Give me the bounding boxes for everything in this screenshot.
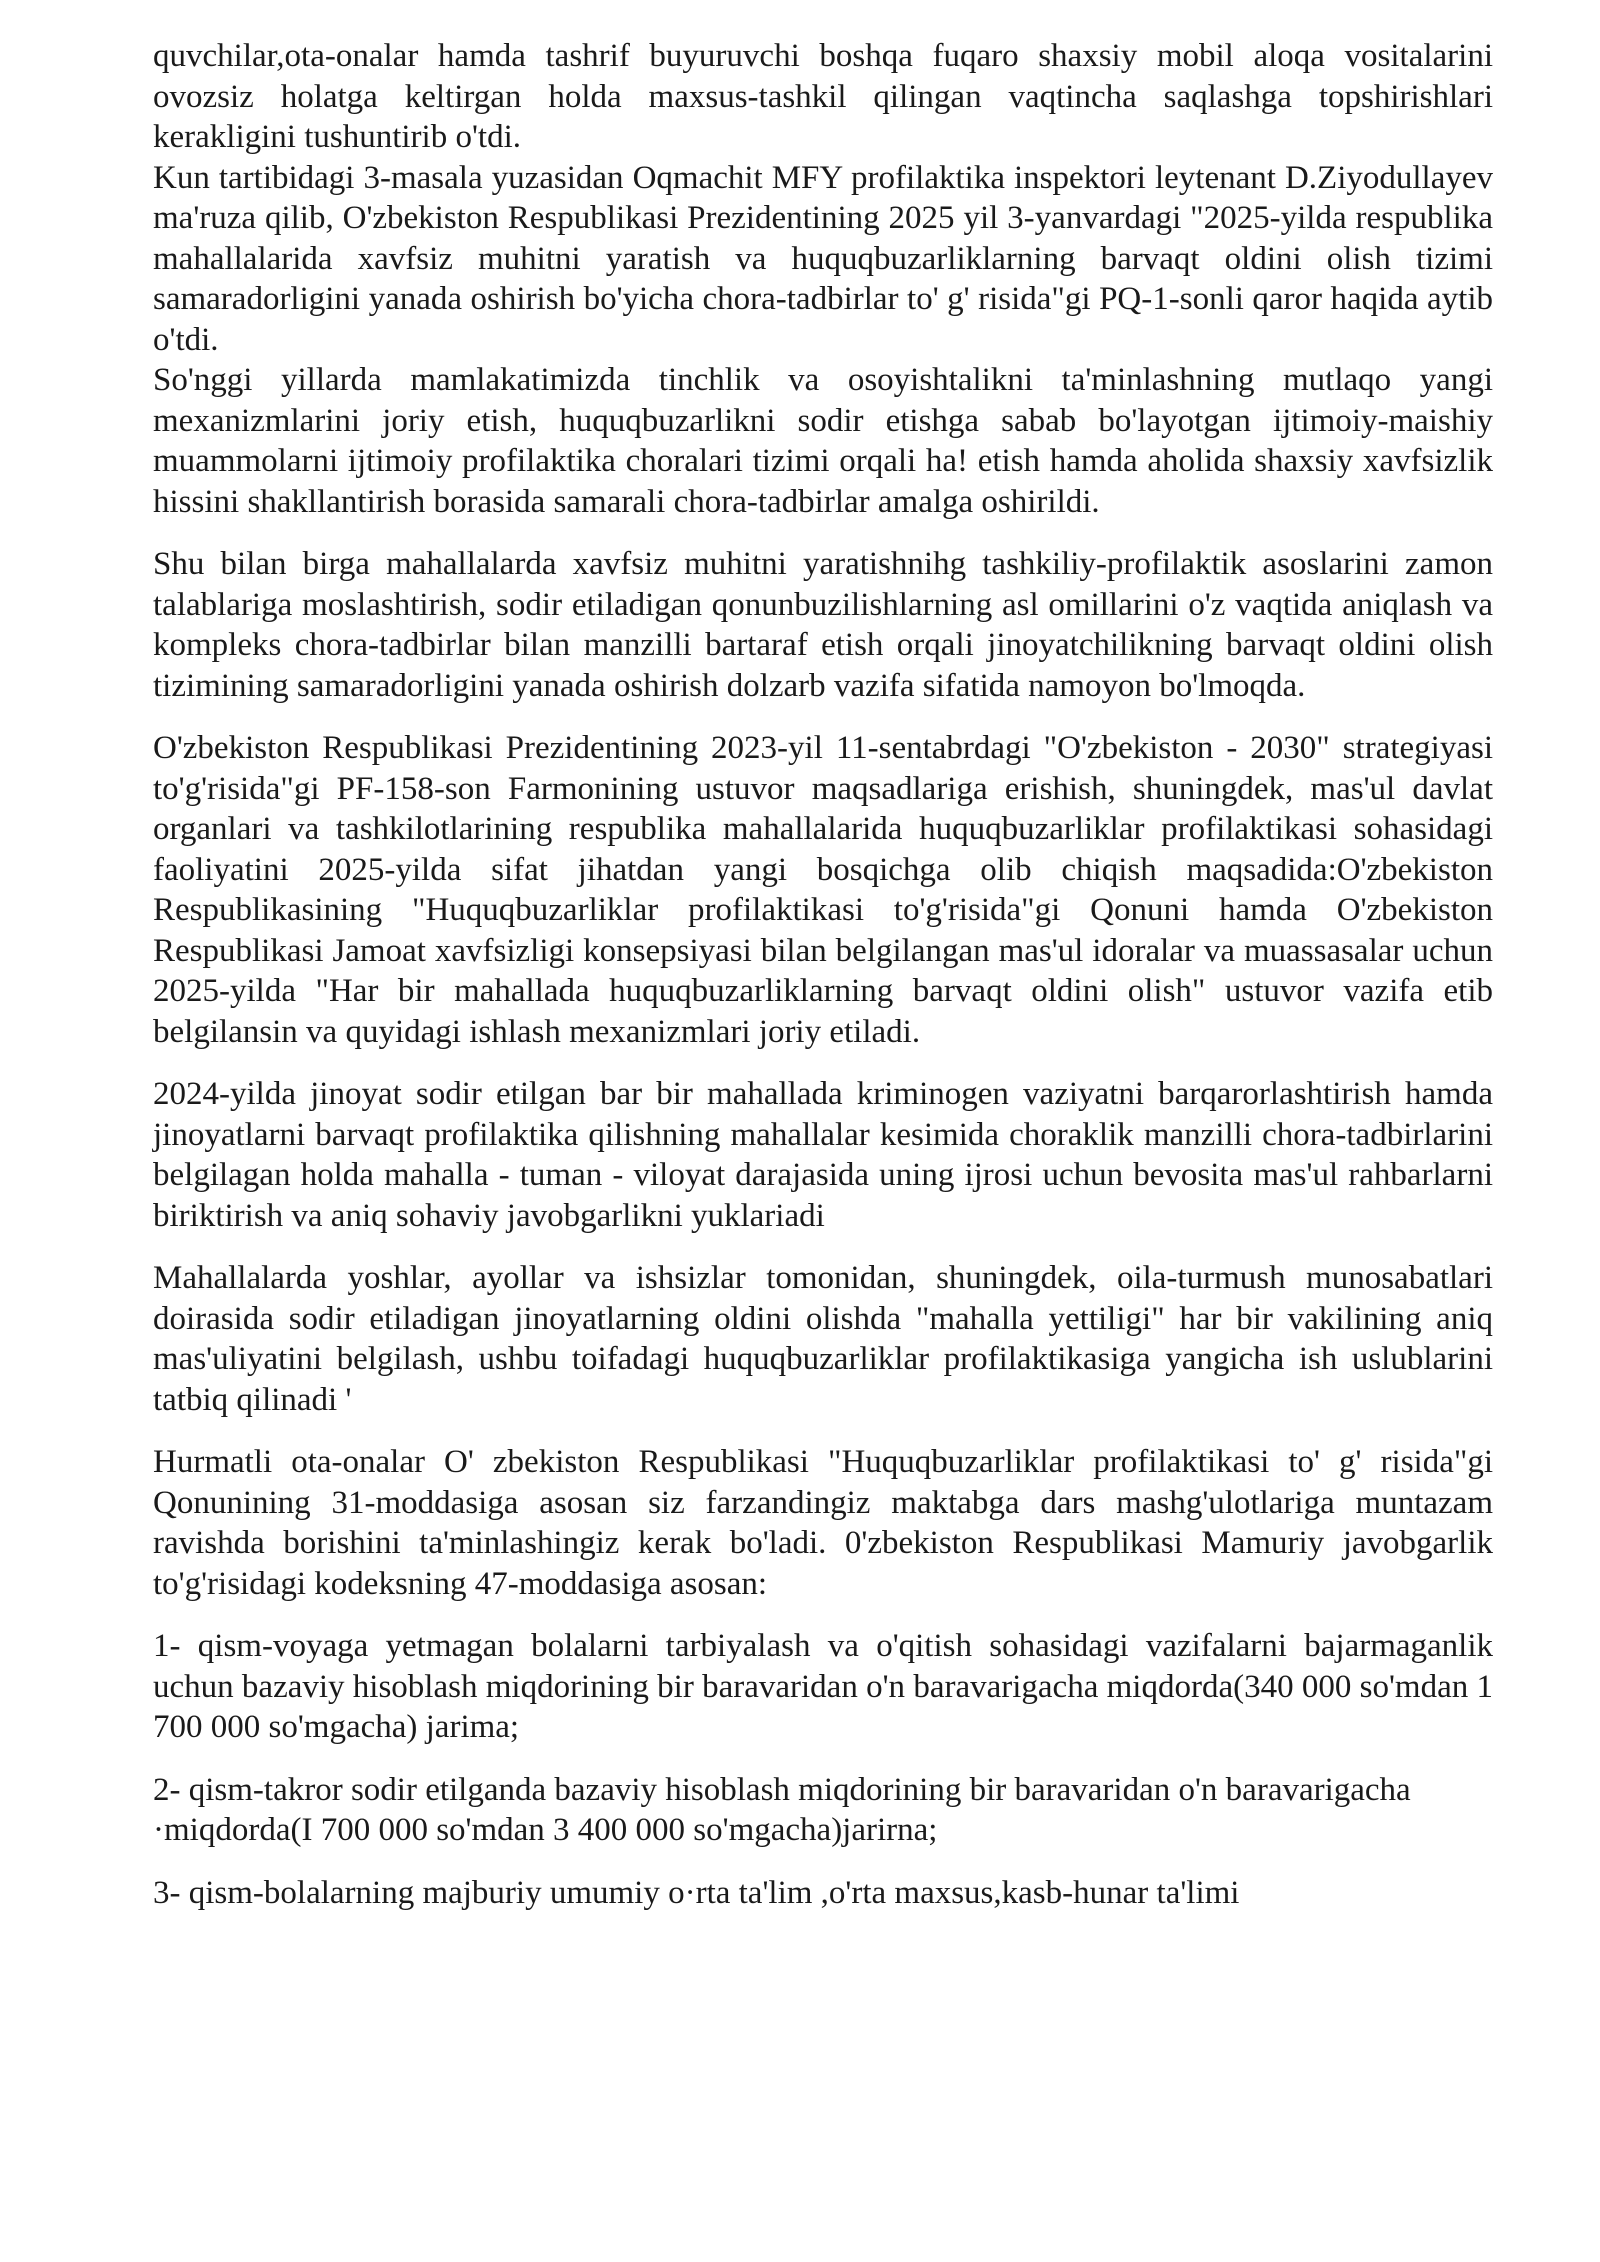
paragraph-part-3: 3- qism-bolalarning majburiy umumiy o·rta ta'lim ,o'rta maxsus,kasb-hunar ta'limi [153, 1874, 1240, 1911]
paragraph-part-1-fine: 1- qism-voyaga yetmagan bolalarni tarbiyalash va o'qitish sohasidagi vazifalarni bajarmaganlik uchun bazaviy hisoblash miqdorining bir baravaridan o'n baravarigacha miqdorda(340 000 so'mdan 1 700 000 so'mgacha) jarima; [153, 1628, 1493, 1745]
paragraph-2024-crimes: 2024-yilda jinoyat sodir etilgan bar bir mahallada kriminogen vaziyatni barqarorlashtirish hamda jinoyatlarni barvaqt profilaktika qilishning mahallalar kesimida choraklik manzilli chora-tadbirlarini belgilagan holda mahalla - tuman - viloyat darajasida uning ijrosi uchun bevosita mas'ul rahbarlarni biriktirish va aniq sohaviy javobgarlikni yuklariadi [153, 1076, 1493, 1234]
paragraph-recent-years: So'nggi yillarda mamlakatimizda tinchlik va osoyishtalikni ta'minlashning mutlaqo yangi mexanizmlarini joriy etish, huquqbuzarlikni sodir etishga sabab bo'layotgan ijtimoiy-maishiy muammolarni ijtimoiy profilaktika choralari tizimi orqali ha! etish hamda aholida shaxsiy xavfsizlik hissini shakllantirish borasida samarali chora-tadbirlar amalga oshirildi. [153, 362, 1493, 520]
paragraph-safe-environment: Shu bilan birga mahallalarda xavfsiz muhitni yaratishnihg tashkiliy-profilaktik asoslarini zamon talablariga moslashtirish, sodir etiladigan qonunbuzilishlarning asl omillarini o'z vaqtida aniqlash va kompleks chora-tadbirlar bilan manzilli bartaraf etish orqali jinoyatchilikning barvaqt oldini olish tizimining samaradorligini yanada oshirish dolzarb vazifa sifatida namoyon bo'lmoqda. [153, 546, 1493, 704]
paragraph-strategy-2030: O'zbekiston Respublikasi Prezidentining 2023-yil 11-sentabrdagi "O'zbekiston - 2030" strategiyasi to'g'risida"gi PF-158-son Farmonining ustuvor maqsadlariga erishish, shuningdek, mas'ul davlat organlari va tashkilotlarining respublika mahallalarida huquqbuzarliklar profilaktikasi sohasidagi faoliyatini 2025-yilda sifat jihatdan yangi bosqichga olib chiqish maqsadida:O'zbekiston Respublikasining "Huquqbuzarliklar profilaktikasi to'g'risida"gi Qonuni hamda O'zbekiston Respublikasi Jamoat xavfsizligi konsepsiyasi bilan belgilangan mas'ul idoralar va muassasalar uchun 2025-yilda "Har bir mahallada huquqbuzarliklarning barvaqt oldini olish" ustuvor vazifa etib belgilansin va quyidagi ishlash mexanizmlari joriy etiladi. [153, 730, 1493, 1050]
paragraph-mahalla-seven: Mahallalarda yoshlar, ayollar va ishsizlar tomonidan, shuningdek, oila-turmush munosabatlari doirasida sodir etiladigan jinoyatlarning oldini olishda "mahalla yettiligi" har bir vakilining aniq mas'uliyatini belgilash, ushbu toifadagi huquqbuzarliklar profilaktikasiga yangicha ish uslublarini tatbiq qilinadi ' [153, 1260, 1493, 1418]
part-2-text: 2- qism-takror sodir etilganda bazaviy hisoblash miqdorining bir baravaridan o'n baravarigacha [153, 1771, 1411, 1808]
document-page [153, 36, 1493, 1913]
paragraph-parents-address: Hurmatli ota-onalar O' zbekiston Respublikasi "Huquqbuzarliklar profilaktikasi to' g' risida"gi Qonunining 31-moddasiga asosan siz farzandingiz maktabga dars mashg'ulotlariga muntazam ravishda borishini ta'minlashingiz kerak bo'ladi. 0'zbekiston Respublikasi Mamuriy javobgarlik to'g'risidagi kodeksning 47-moddasiga asosan: [153, 1444, 1493, 1602]
paragraph-phone-storage: quvchilar,ota-onalar hamda tashrif buyuruvchi boshqa fuqaro shaxsiy mobil aloqa vositalarini ovozsiz holatga keltirgan holda maxsus-tashkil qilingan vaqtincha saqlashga topshirishlari kerakligini tushuntirib o'tdi. [153, 38, 1493, 155]
paragraph-agenda-item-3: Kun tartibidagi 3-masala yuzasidan Oqmachit MFY profilaktika inspektori leytenant D.Ziyodullayev ma'ruza qilib, O'zbekiston Respublikasi Prezidentining 2025 yil 3-yanvardagi "2025-yilda respublika mahallalarida xavfsiz muhitni yaratish va huquqbuzarliklarning barvaqt oldini olish tizimi samaradorligini yanada oshirish bo'yicha chora-tadbirlar to' g' risida"gi PQ-1-sonli qaror haqida aytib o'tdi. [153, 159, 1493, 358]
part-2-continuation: ·miqdorda(I 700 000 so'mdan 3 400 000 so'mgacha)jarirna; [153, 1812, 938, 1848]
paragraph-part-2-fine [153, 1770, 1493, 1851]
